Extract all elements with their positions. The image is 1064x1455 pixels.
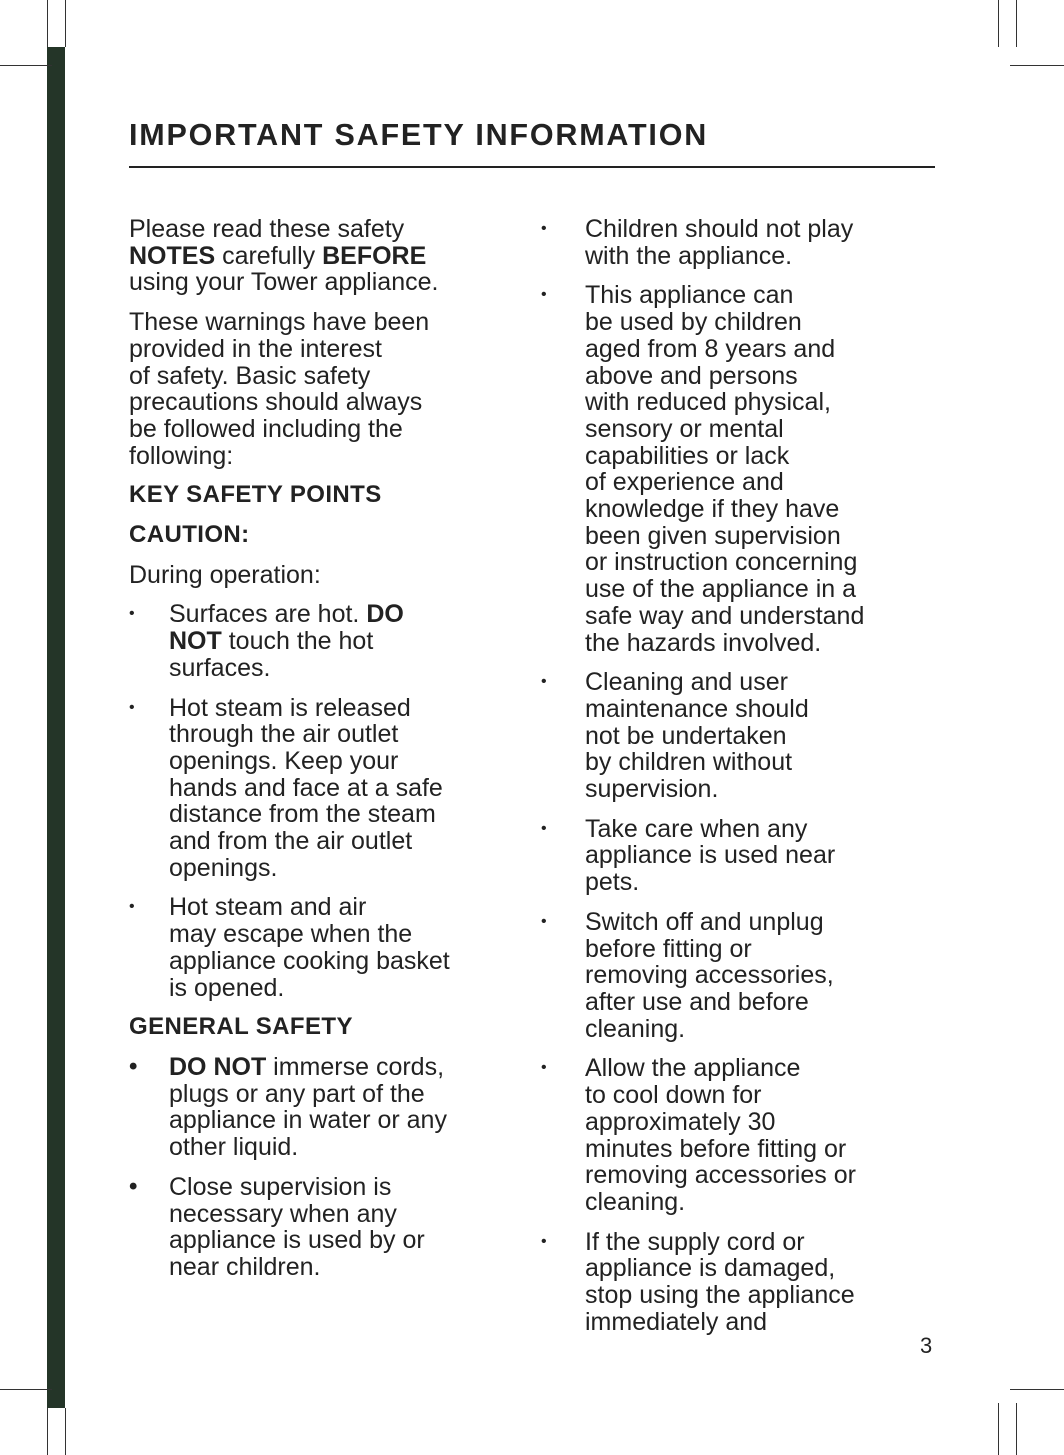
bullet-icon: • [129, 605, 135, 623]
list-item: • DO NOT immerse cords, plugs or any part of the appliance in water or any other liquid. [129, 1052, 447, 1162]
during-operation-label: During operation: [129, 560, 321, 589]
crop-mark [65, 1408, 66, 1455]
page-number: 3 [920, 1333, 933, 1358]
warnings-paragraph: These warnings have been provided in the interest of safety. Basic safety precautions should always be followed including the following: [129, 308, 430, 470]
title-divider [129, 166, 935, 168]
list-item: • Cleaning and user maintenance should not be undertaken by children without supervision. [541, 668, 809, 804]
bullet-icon: • [541, 1059, 547, 1077]
bullet-icon: • [541, 912, 547, 930]
list-item: • Take care when any appliance is used near pets. [541, 814, 836, 897]
key-safety-heading: KEY SAFETY POINTS [129, 481, 382, 509]
right-column [541, 216, 941, 1348]
bullet-icon: • [129, 1052, 138, 1080]
caution-heading: CAUTION: [129, 521, 250, 549]
list-item: • Surfaces are hot. DO NOT touch the hot surfaces. [129, 600, 404, 682]
list-item: • This appliance can be used by children aged from 8 years and above and persons with reduced physical, sensory or mental capabilities or lack of experience and knowledge if they have been given supervision or instruction concerning use of the appliance in a safe way and understand the hazards involved. [541, 281, 865, 657]
crop-mark [0, 1389, 52, 1390]
list-item: • Switch off and unplug before fitting or removing accessories, after use and before cleaning. [541, 907, 834, 1043]
bullet-icon: • [541, 1232, 547, 1250]
list-item: • Close supervision is necessary when any appliance is used by or near children. [129, 1172, 425, 1281]
crop-mark [998, 1403, 999, 1455]
list-item: • Hot steam is released through the air outlet openings. Keep your hands and face at a safe distance from the steam and from the air outlet openings. [129, 693, 443, 882]
bullet-icon: • [541, 220, 547, 237]
list-item: • Hot steam and air may escape when the appliance cooking basket is opened. [129, 893, 450, 1002]
crop-mark [65, 0, 66, 47]
bullet-icon: • [129, 698, 135, 716]
bullet-icon: • [541, 286, 547, 304]
green-side-bar [47, 47, 65, 1408]
crop-mark [1010, 65, 1064, 66]
list-item: • If the supply cord or appliance is damaged, stop using the appliance immediately and [541, 1227, 855, 1336]
bullet-icon: • [541, 673, 547, 691]
list-item: • Allow the appliance to cool down for approximately 30 minutes before fitting or removing accessories or cleaning. [541, 1054, 856, 1216]
list-item: • Children should not play with the appliance. [541, 215, 854, 270]
bullet-icon: • [129, 1172, 138, 1200]
crop-mark [1010, 1389, 1064, 1390]
intro-paragraph: Please read these safety NOTES carefully BEFORE using your Tower appliance. [129, 215, 439, 297]
crop-mark [998, 0, 999, 47]
crop-mark [47, 0, 48, 47]
crop-mark [0, 65, 52, 66]
crop-mark [1016, 1403, 1017, 1455]
bullet-icon: • [129, 898, 135, 916]
bullet-icon: • [541, 819, 547, 837]
crop-mark [47, 1408, 48, 1455]
page-title: IMPORTANT SAFETY INFORMATION [129, 118, 709, 152]
crop-mark [1016, 0, 1017, 47]
general-safety-heading: GENERAL SAFETY [129, 1013, 353, 1041]
left-column [129, 216, 529, 1294]
